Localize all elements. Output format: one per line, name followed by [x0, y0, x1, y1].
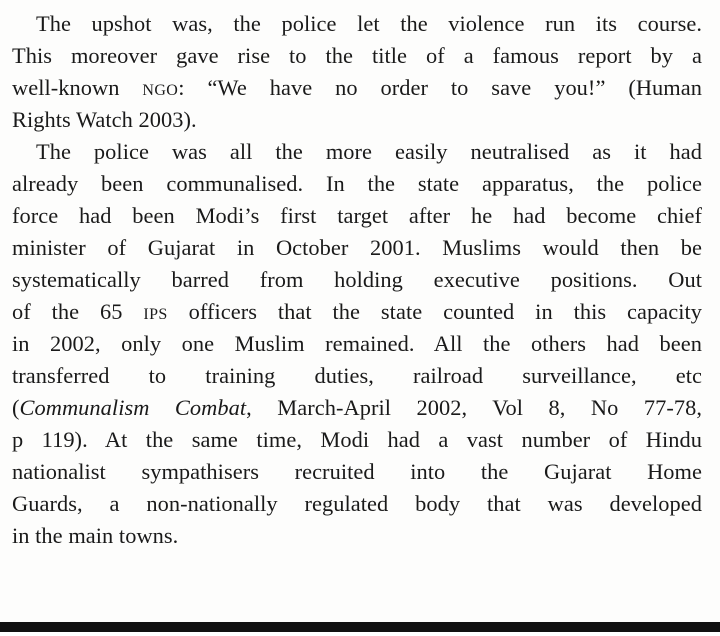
paragraph-2: [12, 136, 702, 552]
text-line: [12, 296, 702, 328]
text-line: The upshot was, the police let the violence run its course.: [36, 11, 702, 36]
text-fragment: (: [12, 395, 20, 420]
text-block: [12, 8, 702, 552]
text-fragment: , March-April 2002, Vol 8, No 77-78,: [246, 395, 702, 420]
paragraph-1: [12, 8, 702, 136]
text-line: systematically barred from holding executive positions. Out: [12, 267, 702, 292]
text-line: The police was all the more easily neutralised as it had: [36, 139, 702, 164]
text-line: force had been Modi’s first target after he had become chief: [12, 203, 702, 228]
text-line: in the main towns.: [12, 523, 179, 548]
text-line: This moreover gave rise to the title of a famous report by a: [12, 43, 702, 68]
text-line: in 2002, only one Muslim remained. All the others had been: [12, 331, 702, 356]
bottom-edge-bar: [0, 622, 720, 632]
text-line: [12, 72, 702, 104]
text-line: already been communalised. In the state apparatus, the police: [12, 171, 702, 196]
text-line: minister of Gujarat in October 2001. Muslims would then be: [12, 235, 702, 260]
text-line: Guards, a non-nationally regulated body that was developed: [12, 491, 702, 516]
journal-title: Communalism Combat: [19, 395, 247, 420]
text-line: [12, 392, 702, 424]
text-line: Rights Watch 2003).: [12, 107, 197, 132]
text-fragment: well-known: [12, 75, 120, 100]
abbreviation-ips: ips: [143, 299, 168, 324]
text-line: p 119). At the same time, Modi had a vast number of Hindu: [12, 427, 702, 452]
text-fragment: : “We have no order to save you!” (Human: [178, 75, 703, 100]
text-fragment: of the 65: [12, 299, 123, 324]
text-fragment: officers that the state counted in this capacity: [188, 299, 702, 324]
text-line: transferred to training duties, railroad surveillance, etc: [12, 363, 702, 388]
text-line: nationalist sympathisers recruited into the Gujarat Home: [12, 459, 702, 484]
abbreviation-ngo: ngo: [142, 75, 179, 100]
